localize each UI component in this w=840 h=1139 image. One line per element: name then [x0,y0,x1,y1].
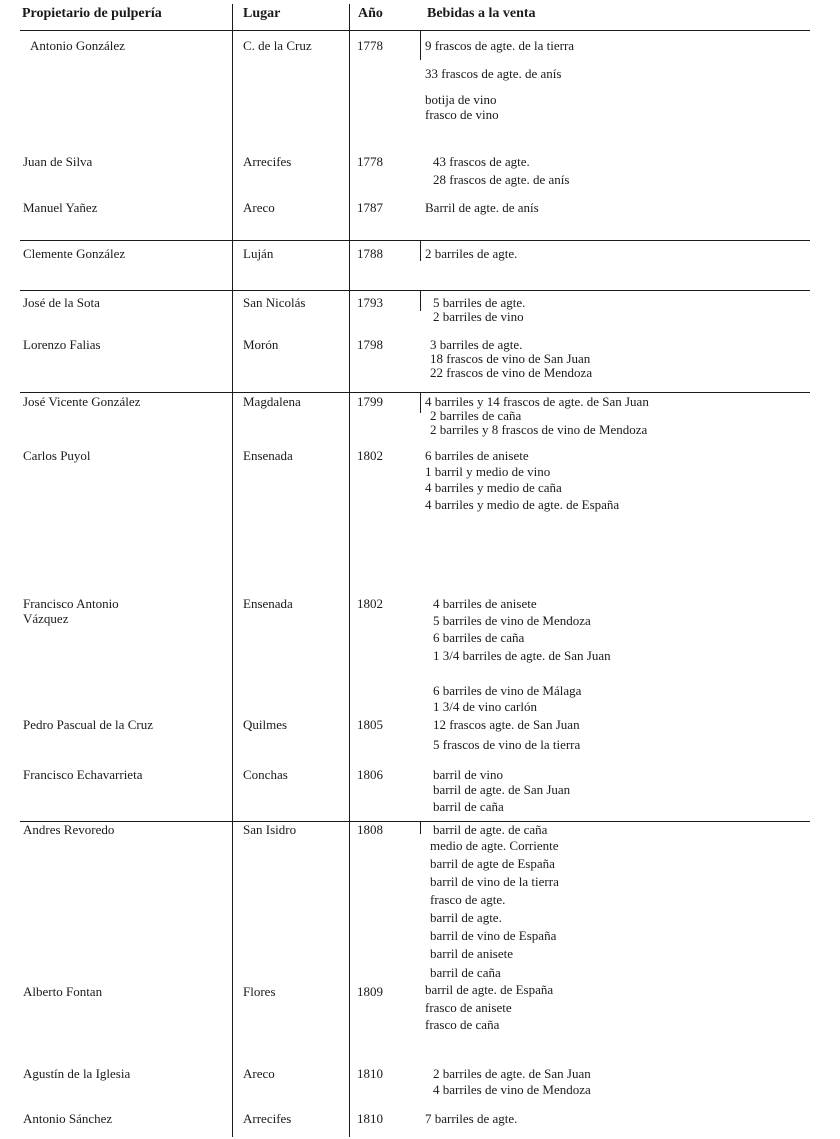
drink-item: Barril de agte. de anís [425,200,539,215]
drink-item: frasco de anisete [425,1000,512,1015]
owner-cell: Carlos Puyol [23,448,91,463]
place-cell: Ensenada [243,448,293,463]
drink-item: barril de caña [433,799,504,814]
drink-item: 12 frascos agte. de San Juan [433,717,580,732]
header-year: Año [358,6,383,21]
year-cell: 1810 [357,1066,383,1081]
drink-item: 2 barriles de agte. [425,246,518,261]
drink-item: barril de vino [433,767,504,782]
owner-cell: Agustín de la Iglesia [23,1066,131,1081]
drink-item: 2 barriles de agte. de San Juan [433,1066,591,1081]
place-cell: Areco [243,200,275,215]
drink-item: 4 barriles y medio de caña [425,480,562,495]
column-rule [349,4,350,1137]
owner-cell: Francisco Echavarrieta [23,767,143,782]
year-cell: 1787 [357,200,383,215]
drink-item: 28 frascos de agte. de anís [433,172,570,187]
owner-cell: José Vicente González [23,394,141,409]
year-cell: 1798 [357,337,383,352]
drink-item: 4 barriles de anisete [433,596,537,611]
header-drinks: Bebidas a la venta [427,6,536,21]
owner-cell: Andres Revoredo [23,822,115,837]
drink-item: 2 barriles y 8 frascos de vino de Mendoza [430,422,648,437]
year-cell: 1809 [357,984,383,999]
drink-item: barril de agte. de San Juan [433,782,571,797]
year-cell: 1793 [357,295,383,310]
drink-item: barril de agte. de España [425,982,554,997]
owner-cell: Juan de Silva [23,154,93,169]
year-cell: 1802 [357,596,383,611]
year-cell: 1802 [357,448,383,463]
owner-cell: Antonio Sánchez [23,1111,113,1126]
year-cell: 1788 [357,246,383,261]
drink-item: 18 frascos de vino de San Juan [430,351,591,366]
column-rule [420,290,421,311]
owner-cell-line: Francisco Antonio [23,596,119,611]
drink-item: 6 barriles de anisete [425,448,529,463]
drink-item: 2 barriles de vino [433,309,524,324]
drink-item: frasco de caña [425,1017,500,1032]
year-cell: 1778 [357,38,383,53]
year-cell: 1806 [357,767,383,782]
year-cell: 1810 [357,1111,383,1126]
place-cell: Quilmes [243,717,288,732]
drink-item: 1 barril y medio de vino [425,464,551,479]
place-cell: San Nicolás [243,295,306,310]
drink-item: 2 barriles de caña [430,408,522,423]
column-rule [420,30,421,60]
drink-item: 5 barriles de agte. [433,295,526,310]
place-cell: San Isidro [243,822,297,837]
header-owner: Propietario de pulpería [22,6,162,21]
place-cell: Ensenada [243,596,293,611]
place-cell: Conchas [243,767,288,782]
column-rule [420,240,421,261]
place-cell: C. de la Cruz [243,38,312,53]
owner-cell: Antonio González [30,38,125,53]
drink-item: medio de agte. Corriente [430,838,559,853]
owner-cell: Pedro Pascual de la Cruz [23,717,153,732]
drink-item: 6 barriles de caña [433,630,525,645]
year-cell: 1805 [357,717,383,732]
drink-item: 4 barriles y 14 frascos de agte. de San Juan [425,394,649,409]
place-cell: Morón [243,337,279,352]
place-cell: Areco [243,1066,275,1081]
drink-item: 22 frascos de vino de Mendoza [430,365,593,380]
drink-item: barril de anisete [430,946,514,961]
year-cell: 1778 [357,154,383,169]
drink-item: 9 frascos de agte. de la tierra [425,38,575,53]
owner-cell: Alberto Fontan [23,984,103,999]
owner-cell: Manuel Yañez [23,200,98,215]
drink-item: 1 3/4 barriles de agte. de San Juan [433,648,611,663]
drink-item: 43 frascos de agte. [433,154,530,169]
drink-item: 1 3/4 de vino carlón [433,699,537,714]
drink-item: barril de caña [430,965,501,980]
owner-cell: Lorenzo Falias [23,337,101,352]
owner-cell: Clemente González [23,246,126,261]
year-cell: 1799 [357,394,383,409]
place-cell: Arrecifes [243,1111,292,1126]
header-rule [20,30,810,31]
year-cell: 1808 [357,822,383,837]
drink-item: barril de agte. de caña [433,822,548,837]
drink-item: 6 barriles de vino de Málaga [433,683,582,698]
place-cell: Magdalena [243,394,301,409]
place-cell: Luján [243,246,274,261]
column-rule [420,392,421,413]
drink-item: 4 barriles y medio de agte. de España [425,497,620,512]
column-rule [420,821,421,834]
drink-item: 3 barriles de agte. [430,337,523,352]
row-divider [20,392,810,393]
drink-item: 33 frascos de agte. de anís [425,66,562,81]
place-cell: Arrecifes [243,154,292,169]
drink-item: barril de vino de la tierra [430,874,559,889]
place-cell: Flores [243,984,276,999]
drink-item: barril de agte de España [430,856,555,871]
row-divider [20,821,810,822]
drink-item: 5 barriles de vino de Mendoza [433,613,591,628]
column-rule [232,4,233,1137]
drink-item: barril de vino de España [430,928,557,943]
drink-item: barril de agte. [430,910,502,925]
drink-item: botija de vino [425,92,497,107]
drink-item: 4 barriles de vino de Mendoza [433,1082,591,1097]
owner-cell: José de la Sota [23,295,100,310]
drink-item: 5 frascos de vino de la tierra [433,737,581,752]
row-divider [20,240,810,241]
header-place: Lugar [243,6,281,21]
owner-cell-line: Vázquez [23,611,69,626]
drink-item: frasco de agte. [430,892,506,907]
drink-item: frasco de vino [425,107,499,122]
row-divider [20,290,810,291]
drink-item: 7 barriles de agte. [425,1111,518,1126]
